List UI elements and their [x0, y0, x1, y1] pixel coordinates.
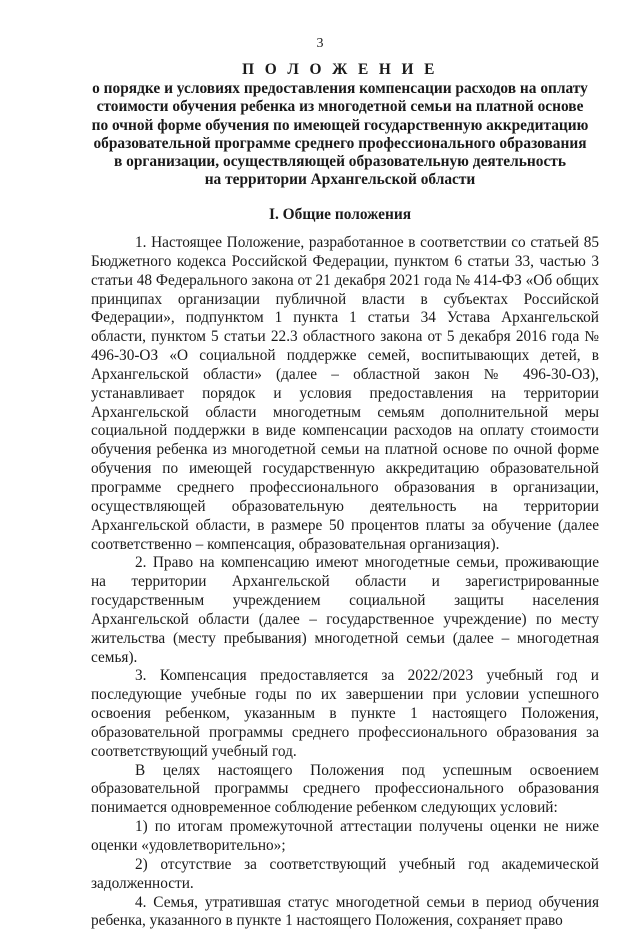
- section-heading: I. Общие положения: [268, 206, 412, 223]
- paragraph-2: 2. Право на компенсацию имеют многодетные семьи, проживающие на территории Архангельской области и зарегистрированные государственным учреждением социальной защиты населения Архангельской области (далее – государственное учреждение) по месту жительства (месту пребывания) многодетной семьи (далее – многодетная семья).: [91, 554, 599, 666]
- title-main: П О Л О Ж Е Н И Е: [242, 61, 438, 78]
- title-line: на территории Архангельской области: [204, 171, 476, 189]
- paragraph-3-definition: В целях настоящего Положения под успешным освоением образовательной программы среднего профессионального образования понимается одновременное соблюдение ребенком следующих условий:: [91, 761, 599, 817]
- paragraph-4: 4. Семья, утратившая статус многодетной семьи в период обучения ребенка, указанного в пункте 1 настоящего Положения, сохраняет право: [91, 893, 599, 930]
- title-line: образовательной программе среднего профессионального образования: [93, 134, 587, 152]
- body-text: [91, 234, 599, 931]
- title-line: о порядке и условиях предоставления компенсации расходов на оплату: [92, 80, 588, 98]
- title-line: в организации, осуществляющей образовательную деятельность: [113, 153, 566, 171]
- document-title: [80, 61, 600, 189]
- page-number: 3: [316, 36, 324, 51]
- condition-item-2: 2) отсутствие за соответствующий учебный год академической задолженности.: [91, 855, 599, 892]
- condition-item-1: 1) по итогам промежуточной аттестации получены оценки не ниже оценки «удовлетворительно»;: [91, 818, 599, 854]
- title-line: по очной форме обучения по имеющей государственную аккредитацию: [91, 116, 589, 134]
- paragraph-1: 1. Настоящее Положение, разработанное в соответствии со статьей 85 Бюджетного кодекса Российской Федерации, пунктом 6 статьи 33, частью 3 статьи 48 Федерального закона от 21 декабря 2021 года № 414-ФЗ «Об общих принципах организации публичной власти в субъектах Российской Федерации», подпунктом 1 пункта 1 статьи 34 Устава Архангельской области, пунктом 5 статьи 22.3 областного закона от 5 декабря 2016 года № 496-30-ОЗ «О социальной поддержке семей, воспитывающих детей, в Архангельской области» (далее – областной закон № 496-30-ОЗ), устанавливает порядок и условия предоставления на территории Архангельской области многодетным семьям дополнительной меры социальной поддержки в виде компенсации расходов на оплату стоимости обучения ребенка из многодетной семьи на платной основе по очной форме обучения по имеющей государственную аккредитацию образовательной программе среднего профессионального образования в организации, осуществляющей образовательную деятельность на территории Архангельской области, в размере 50 процентов платы за обучение (далее соответственно – компенсация, образовательная организация).: [91, 234, 599, 553]
- title-line: стоимости обучения ребенка из многодетной семьи на платной основе: [96, 98, 584, 116]
- paragraph-3: 3. Компенсация предоставляется за 2022/2023 учебный год и последующие учебные годы по их завершении при условии успешного освоения ребенком, указанным в пункте 1 настоящего Положения, образовательной программы среднего профессионального образования за соответствующий учебный год.: [91, 667, 599, 760]
